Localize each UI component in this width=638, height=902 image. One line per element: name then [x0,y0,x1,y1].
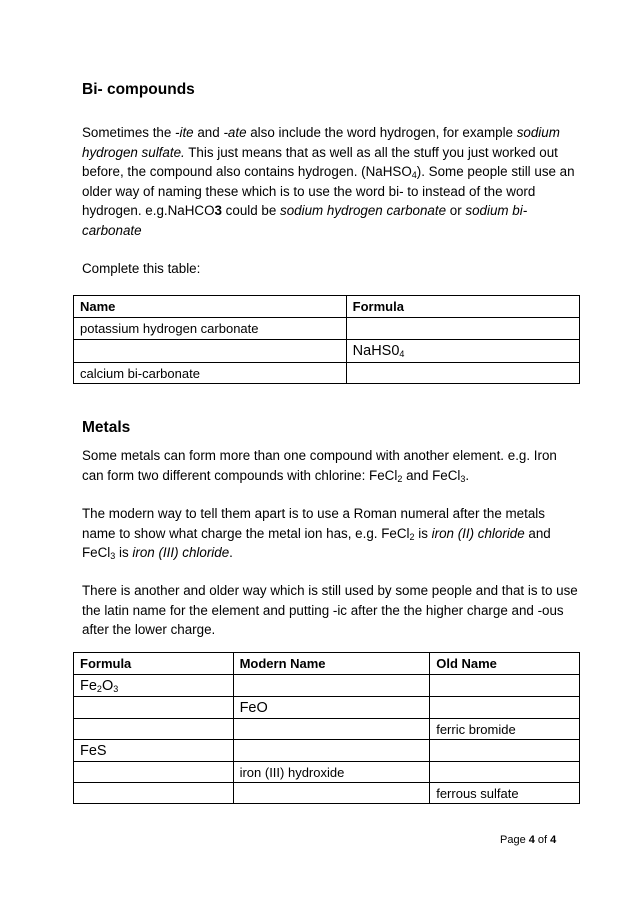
table-cell: FeS [74,740,234,762]
table-cell [430,675,580,697]
table-row [74,340,580,363]
table-cell: ferrous sulfate [430,783,580,804]
table-cell [74,762,234,783]
table-cell: FeO [233,697,430,719]
table-instruction: Complete this table: [82,261,201,276]
table-cell [74,340,347,363]
table-cell: ferric bromide [430,719,580,740]
table-cell [233,783,430,804]
metals-table [73,652,580,804]
table-row [74,318,580,340]
bi-compounds-heading: Bi- compounds [82,81,195,98]
table-row [74,697,580,719]
formula-column-header: Formula [74,653,234,675]
table-cell: potassium hydrogen carbonate [74,318,347,340]
name-column-header: Name [74,296,347,318]
table-cell: calcium bi-carbonate [74,363,347,384]
table-cell [430,697,580,719]
table-header-row [74,653,580,675]
table-row [74,719,580,740]
metals-heading: Metals [82,419,131,436]
table-row [74,762,580,783]
modern-name-column-header: Modern Name [233,653,430,675]
table-cell [233,719,430,740]
table-cell [430,762,580,783]
metals-paragraph-3: There is another and older way which is still used by some people and that is to use the latin name for the element and putting -ic after the the higher charge and -ous after the lower charge. [82,583,578,637]
table-cell: iron (III) hydroxide [233,762,430,783]
table-cell [233,740,430,762]
page-number: Page 4 of 4 [500,834,557,846]
table-row [74,740,580,762]
table-cell [233,675,430,697]
metals-paragraph-1: Some metals can form more than one compound with another element. e.g. Iron can form two different compounds with chlorine: FeCl$_2$ and FeCl$_3$. [82,448,557,484]
formula-column-header: Formula [346,296,579,318]
table-row [74,363,580,384]
table-row [74,675,580,697]
bi-compounds-paragraph: Sometimes the -ite and -ate also include the word hydrogen, for example sodium hydrogen sulfate. This just means that as well as all the stuff you just worked out before, the compound also contains hydrogen. (NaHSO$_4$). Some people still use an older way of naming these which is to use the word bi- to instead of the word hydrogen. e.g.NaHCO3 could be sodium hydrogen carbonate or sodium bi-carbonate [82,125,575,238]
table-cell: $Fe_2O_3$ [74,675,234,697]
table-cell [346,363,579,384]
metals-paragraph-2: The modern way to tell them apart is to use a Roman numeral after the metals name to show what charge the metal ion has, e.g. FeCl$_2$ is iron (II) chloride and FeCl$_3$ is iron (III) chloride. [82,506,551,561]
table-header-row [74,296,580,318]
bi-compounds-table [73,295,580,384]
table-cell [74,719,234,740]
table-cell [74,697,234,719]
table-cell [430,740,580,762]
old-name-column-header: Old Name [430,653,580,675]
table-cell [74,783,234,804]
table-row [74,783,580,804]
table-cell: $NaHS0_4$ [346,340,579,363]
table-cell [346,318,579,340]
